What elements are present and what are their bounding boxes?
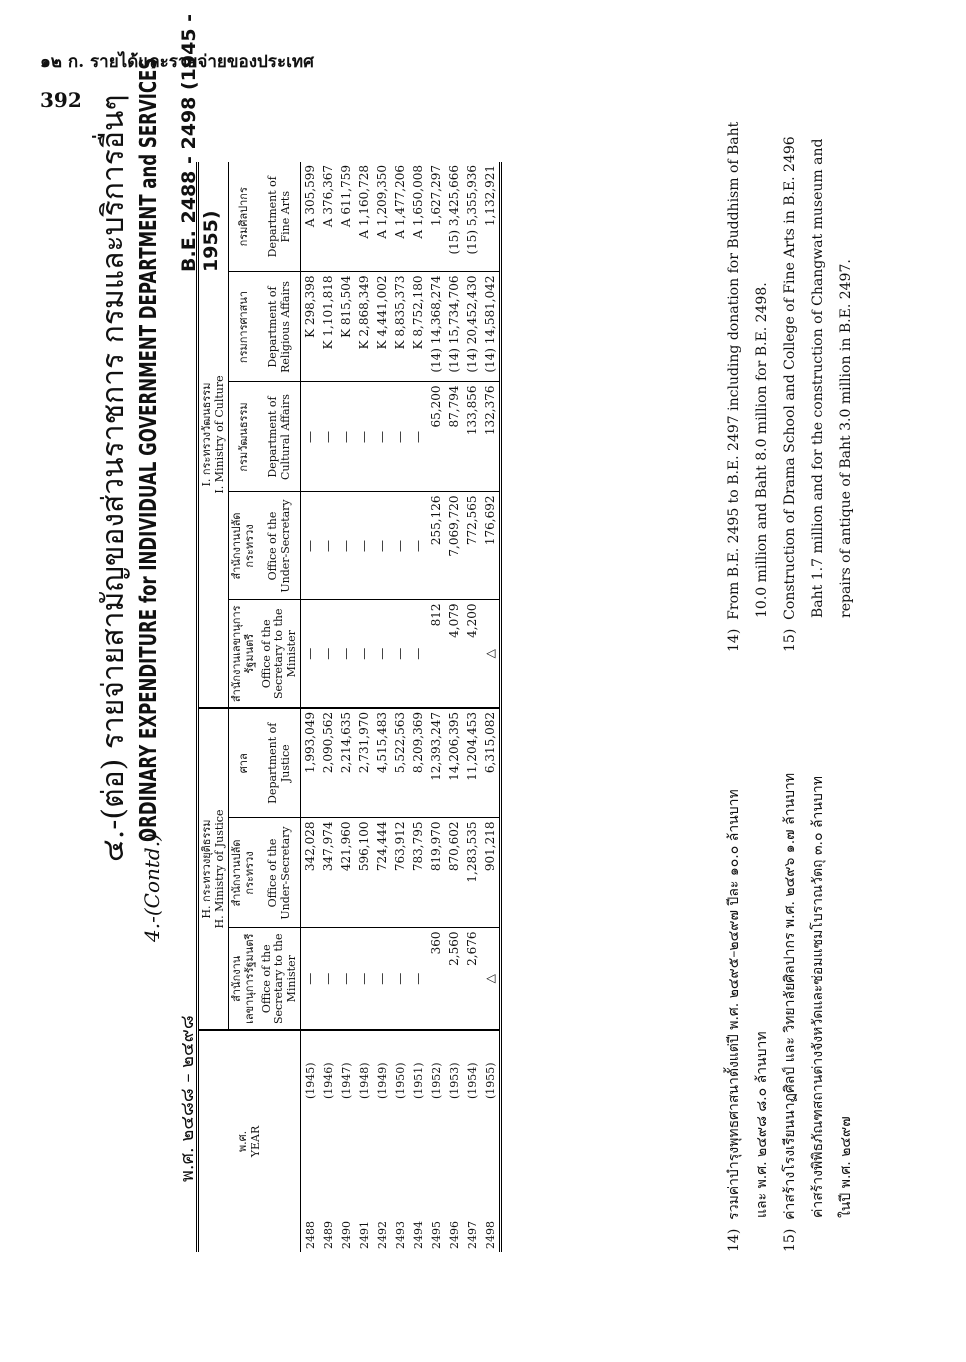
col-header-thai: ศาล <box>229 708 259 818</box>
year-be-cell: 2498 <box>481 1102 501 1252</box>
table-row <box>481 162 501 1252</box>
year-ad-cell: (1946) <box>321 1062 335 1099</box>
footnotes-thai <box>720 692 860 1252</box>
value-cell: — <box>373 600 391 708</box>
value-cell: A 376,367 <box>319 162 337 272</box>
value-cell: A 1,650,008 <box>409 162 427 272</box>
value-cell: — <box>373 492 391 600</box>
value-cell: 133,856 <box>463 382 481 492</box>
value-cell: (14) 14,368,274 <box>427 272 445 382</box>
col-header-thai: สำนักงานเลขานุการรัฐมนตรี <box>229 928 259 1030</box>
value-cell: K 2,868,349 <box>355 272 373 382</box>
value-cell: 1,993,049 <box>301 708 320 818</box>
year-header-thai: พ.ศ. <box>236 1130 250 1153</box>
value-cell: 2,731,970 <box>355 708 373 818</box>
col-header-thai: สำนักงานปลัดกระทรวง <box>229 818 259 928</box>
table-row <box>373 162 391 1252</box>
table-row <box>355 162 373 1252</box>
footnote-line: และ พ.ศ. ๒๔๙๘ ๘.๐ ล้านบาท <box>754 1031 770 1218</box>
value-cell: — <box>301 382 320 492</box>
value-cell: — <box>391 492 409 600</box>
value-cell: K 298,398 <box>301 272 320 382</box>
footnotes-english <box>720 92 860 652</box>
group-ministry-justice: H. กระทรวงยุติธรรม H. Ministry of Justice <box>198 708 229 1030</box>
value-cell: A 1,160,728 <box>355 162 373 272</box>
year-be-cell: 2496 <box>447 1221 461 1249</box>
year-ad-cell: (1951) <box>411 1062 425 1099</box>
value-cell: 812 <box>427 600 445 708</box>
col-header-eng: Department of Cultural Affairs <box>259 382 301 492</box>
value-cell: — <box>409 382 427 492</box>
group-ministry-culture: I. กระทรวงวัฒนธรรม I. Ministry of Culture <box>198 162 229 708</box>
value-cell: 4,515,483 <box>373 708 391 818</box>
value-cell: — <box>319 600 337 708</box>
year-ad-cell: (1953) <box>447 1062 461 1099</box>
value-cell: 783,795 <box>409 818 427 928</box>
value-cell: 8,209,369 <box>409 708 427 818</box>
table-row <box>301 162 320 1252</box>
col-header-thai: สำนักงานปลัดกระทรวง <box>229 492 259 600</box>
year-be-cell: 2494 <box>411 1221 425 1249</box>
year-be-cell: 2489 <box>321 1221 335 1249</box>
value-cell: (14) 15,734,706 <box>445 272 463 382</box>
year-ad-cell: (1952) <box>429 1062 443 1099</box>
value-cell: 255,126 <box>427 492 445 600</box>
year-ad-cell: (1947) <box>339 1062 353 1099</box>
value-cell: K 1,101,818 <box>319 272 337 382</box>
value-cell: 87,794 <box>445 382 463 492</box>
value-cell: A 611,759 <box>337 162 355 272</box>
value-cell: 763,912 <box>391 818 409 928</box>
year-range-english: B.E. 2488 - 2498 (1945 - 1955) <box>178 13 222 272</box>
footnote-line: รวมค่าบำรุงพุทธศาสนาตั้งแต่ปี พ.ศ. ๒๔๙๕–๒๔๙๗ ปีละ ๑๐.๐ ล้านบาท <box>726 789 742 1220</box>
table-row <box>337 162 355 1252</box>
footnote-line: From B.E. 2495 to B.E. 2497 including donation for Buddhism of Baht <box>726 121 742 620</box>
value-cell: — <box>391 600 409 708</box>
footnote-line: Construction of Drama School and College of Fine Arts in B.E. 2496 <box>782 136 798 620</box>
value-cell: K 8,752,180 <box>409 272 427 382</box>
value-cell: — <box>337 492 355 600</box>
running-header: ๑๒ ก. รายได้และรายจ่ายของประเทศ <box>40 52 314 72</box>
value-cell: K 815,504 <box>337 272 355 382</box>
value-cell: 1,283,535 <box>463 818 481 928</box>
footnote-line: repairs of antique of Baht 3.0 million in B.E. 2497. <box>838 259 854 618</box>
value-cell: 772,565 <box>463 492 481 600</box>
value-cell: 132,376 <box>481 382 501 492</box>
value-cell: 724,444 <box>373 818 391 928</box>
value-cell: A 1,477,206 <box>391 162 409 272</box>
year-ad-cell: (1949) <box>375 1062 389 1099</box>
english-title: ORDINARY EXPENDITURE for INDIVIDUAL GOVERNMENT DEPARTMENT and SERVICES <box>136 57 162 842</box>
year-be-cell: 2488 <box>301 1102 320 1252</box>
footnote-line: 10.0 million and Baht 8.0 million for B.E. 2498. <box>754 282 770 618</box>
expenditure-table <box>196 162 502 1252</box>
value-cell: 342,028 <box>301 818 320 928</box>
value-cell: — <box>319 492 337 600</box>
year-ad-cell: (1948) <box>357 1062 371 1099</box>
value-cell: 2,560 <box>445 928 463 1030</box>
footnote-number: 15) <box>782 628 798 652</box>
year-header-eng: YEAR <box>248 1125 262 1158</box>
value-cell: — <box>355 382 373 492</box>
footnote-number: 14) <box>726 1228 742 1252</box>
value-cell: — <box>355 928 373 1030</box>
value-cell: 596,100 <box>355 818 373 928</box>
value-cell: △ <box>481 600 501 708</box>
col-header-thai: กรมวัฒนธรรม <box>229 382 259 492</box>
value-cell: 2,676 <box>463 928 481 1030</box>
footnote-line: ค่าสร้างพิพิธภัณฑสถานต่างจังหวัดและซ่อมแซมโบราณวัตถุ ๓.๐ ล้านบาท <box>810 776 826 1218</box>
footnote-line: Baht 1.7 million and for the construction of Changwat museum and <box>810 138 826 618</box>
col-header-eng: Department of Religious Affairs <box>259 272 301 382</box>
value-cell: — <box>301 492 320 600</box>
value-cell: — <box>301 600 320 708</box>
value-cell: — <box>355 600 373 708</box>
value-cell: 7,069,720 <box>445 492 463 600</box>
value-cell: — <box>337 928 355 1030</box>
table-row <box>391 162 409 1252</box>
value-cell: (15) 5,355,936 <box>463 162 481 272</box>
value-cell: — <box>409 600 427 708</box>
year-ad-cell: (1954) <box>465 1062 479 1099</box>
table-row <box>463 162 481 1252</box>
value-cell: 901,218 <box>481 818 501 928</box>
footnote-number: 15) <box>782 1228 798 1252</box>
col-header-thai: กรมการศาสนา <box>229 272 259 382</box>
value-cell: 360 <box>427 928 445 1030</box>
col-header-eng: Office of the Secretary to the Minister <box>259 600 301 708</box>
value-cell: 1,627,297 <box>427 162 445 272</box>
col-header-thai: กรมศิลปากร <box>229 162 259 272</box>
value-cell: A 305,599 <box>301 162 320 272</box>
value-cell: K 8,835,373 <box>391 272 409 382</box>
value-cell: — <box>373 382 391 492</box>
value-cell: — <box>301 928 320 1030</box>
col-header-eng: Department of Justice <box>259 708 301 818</box>
value-cell: 12,393,247 <box>427 708 445 818</box>
continued-label: 4.-(Contd.) <box>140 833 164 942</box>
value-cell: — <box>319 928 337 1030</box>
footnote-line: ในปี พ.ศ. ๒๔๙๗ <box>838 1116 854 1218</box>
col-header-thai: สำนักงานเลขานุการรัฐมนตรี <box>229 600 259 708</box>
footnote-line: ค่าสร้างโรงเรียนนาฏศิลป์ และ วิทยาลัยศิลปากร พ.ศ. ๒๔๙๖ ๑.๗ ล้านบาท <box>782 772 798 1220</box>
value-cell: 347,974 <box>319 818 337 928</box>
footnote-number: 14) <box>726 628 742 652</box>
value-cell: (14) 20,452,430 <box>463 272 481 382</box>
year-be-cell: 2497 <box>465 1221 479 1249</box>
value-cell: — <box>337 600 355 708</box>
table-row <box>319 162 337 1252</box>
value-cell: 4,079 <box>445 600 463 708</box>
value-cell: 65,200 <box>427 382 445 492</box>
col-header-eng: Office of the Under-Secretary <box>259 492 301 600</box>
year-ad-cell: (1950) <box>393 1062 407 1099</box>
value-cell: 11,204,453 <box>463 708 481 818</box>
year-header <box>198 1030 301 1252</box>
value-cell: — <box>337 382 355 492</box>
value-cell: — <box>373 928 391 1030</box>
value-cell: — <box>391 928 409 1030</box>
year-range-thai: พ.ศ. ๒๔๘๘ – ๒๔๙๘ <box>177 1015 198 1182</box>
table-row <box>445 162 463 1252</box>
table-body <box>301 162 501 1252</box>
value-cell: — <box>391 382 409 492</box>
value-cell: 5,522,563 <box>391 708 409 818</box>
year-ad-cell: (1955) <box>481 1030 501 1102</box>
value-cell: △ <box>481 928 501 1030</box>
col-header-eng: Office of the Secretary to the Minister <box>259 928 301 1030</box>
year-be-cell: 2493 <box>393 1221 407 1249</box>
value-cell: 819,970 <box>427 818 445 928</box>
year-be-cell: 2491 <box>357 1221 371 1249</box>
value-cell: 1,132,921 <box>481 162 501 272</box>
value-cell: 176,692 <box>481 492 501 600</box>
value-cell: (14) 14,581,042 <box>481 272 501 382</box>
col-header-eng: Office of the Under-Secretary <box>259 818 301 928</box>
value-cell: — <box>319 382 337 492</box>
value-cell: (15) 3,425,666 <box>445 162 463 272</box>
value-cell: K 4,441,002 <box>373 272 391 382</box>
year-be-cell: 2495 <box>429 1221 443 1249</box>
page-number: 392 <box>40 88 82 112</box>
value-cell: — <box>355 492 373 600</box>
table-row <box>427 162 445 1252</box>
value-cell: A 1,209,350 <box>373 162 391 272</box>
value-cell: 4,200 <box>463 600 481 708</box>
value-cell: 421,960 <box>337 818 355 928</box>
value-cell: 870,602 <box>445 818 463 928</box>
value-cell: 2,090,562 <box>319 708 337 818</box>
table-row <box>409 162 427 1252</box>
year-be-cell: 2492 <box>375 1221 389 1249</box>
thai-title: ๔.-(ต่อ) รายจ่ายสามัญของส่วนราชการ กรมและบริการอื่นๆ <box>96 94 131 862</box>
year-be-cell: 2490 <box>339 1221 353 1249</box>
year-ad-cell: (1945) <box>301 1030 320 1102</box>
value-cell: 14,206,395 <box>445 708 463 818</box>
value-cell: — <box>409 492 427 600</box>
value-cell: 6,315,082 <box>481 708 501 818</box>
col-header-eng: Department of Fine Arts <box>259 162 301 272</box>
value-cell: — <box>409 928 427 1030</box>
value-cell: 2,214,635 <box>337 708 355 818</box>
